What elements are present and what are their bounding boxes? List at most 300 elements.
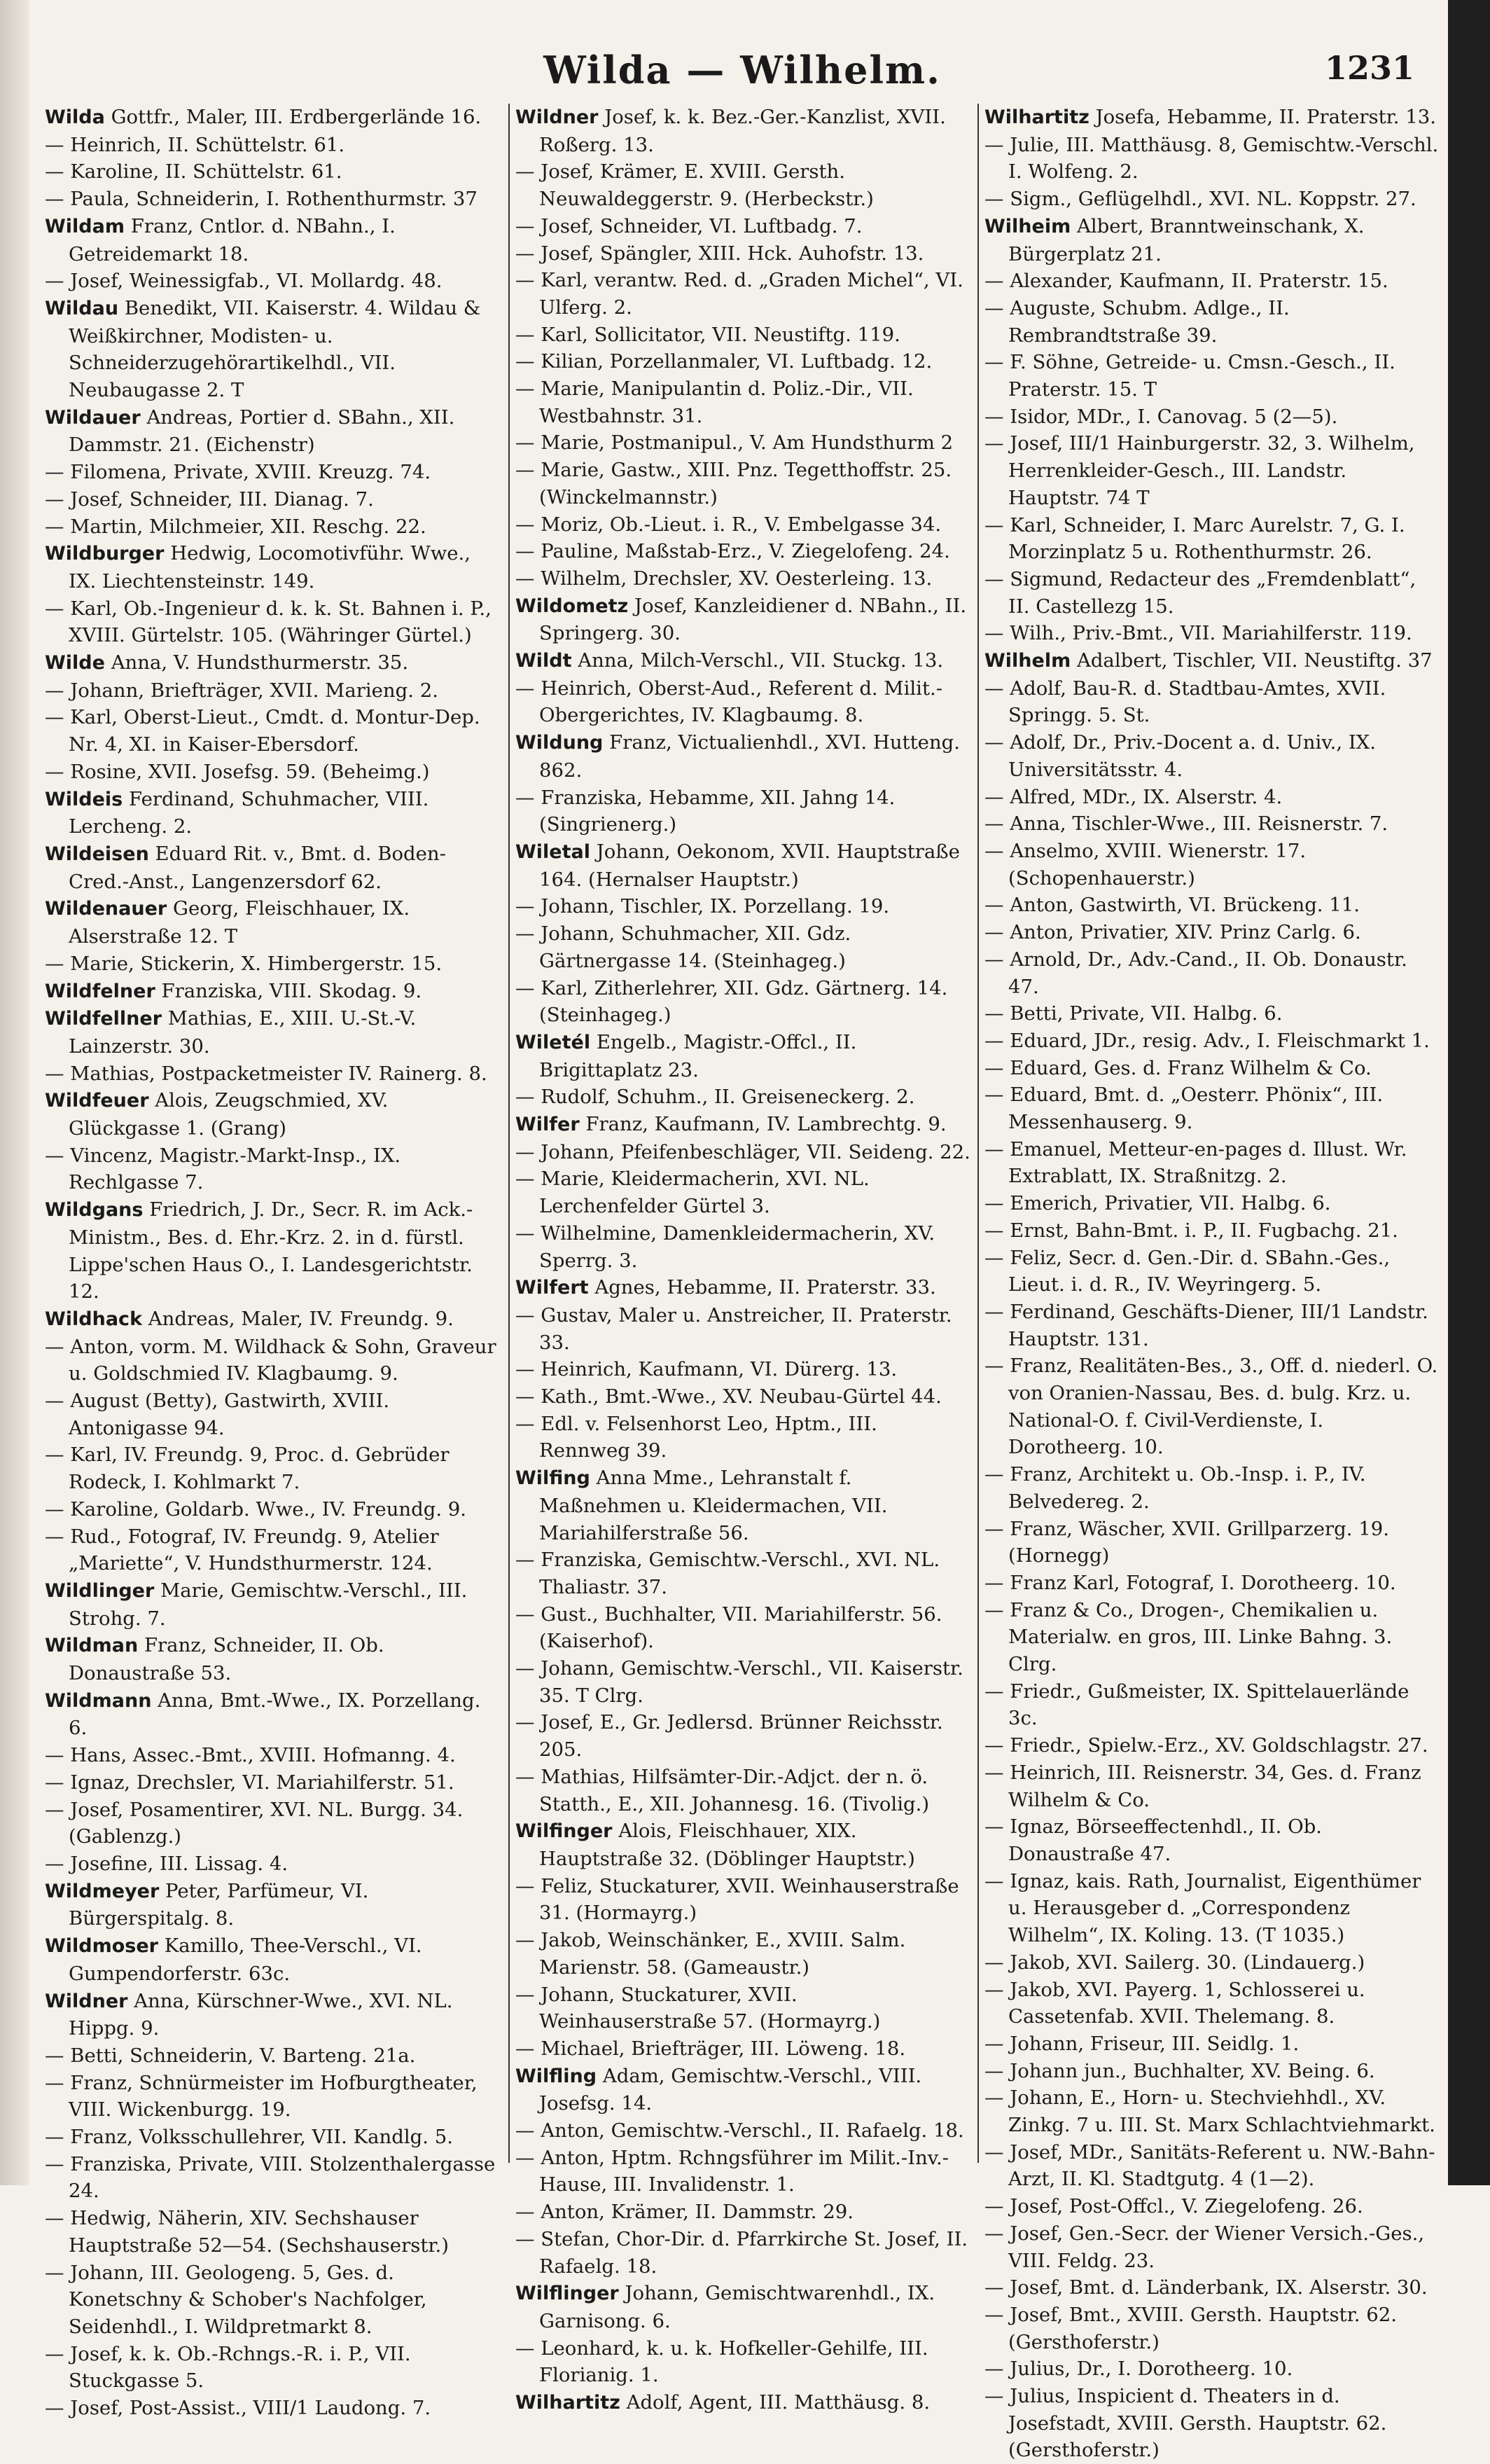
entry-details: — Alfred, MDr., IX. Alserstr. 4. bbox=[984, 785, 1283, 808]
directory-entry bbox=[984, 2383, 1441, 2464]
entry-details: — Emerich, Privatier, VII. Halbg. 6. bbox=[984, 1192, 1331, 1215]
directory-entry bbox=[45, 1387, 503, 1441]
entry-details: — Franziska, Gemischtw.-Verschl., XVI. NL. Thaliastr. 37. bbox=[515, 1549, 940, 1598]
directory-entry bbox=[45, 2205, 503, 2259]
directory-entry bbox=[984, 512, 1441, 566]
directory-entry bbox=[45, 2259, 503, 2341]
entry-details: — Rud., Fotograf, IV. Freundg. 9, Atelier „Mariette“, V. Hundsthurmerstr. 124. bbox=[45, 1525, 439, 1575]
entry-details: — Franz & Co., Drogen-, Chemikalien u. Materialw. en gros, III. Linke Bahng. 3. Clrg. bbox=[984, 1598, 1393, 1676]
directory-entry bbox=[515, 565, 972, 593]
entry-details: — Josef, Schneider, VI. Luftbadg. 7. bbox=[515, 214, 863, 237]
directory-entry bbox=[45, 158, 503, 186]
entry-surname: Wildner bbox=[515, 106, 599, 128]
directory-entry bbox=[45, 1441, 503, 1495]
entry-details: Peter, Parfümeur, VI. Bürgerspitalg. 8. bbox=[69, 1879, 369, 1930]
entry-details: — Mathias, Postpacketmeister IV. Rainerg. 8. bbox=[45, 1062, 487, 1085]
directory-entry bbox=[515, 2226, 972, 2280]
directory-entry bbox=[515, 2063, 972, 2117]
entry-details: — Josef, Schneider, III. Dianag. 7. bbox=[45, 487, 374, 511]
entry-details: — Moriz, Ob.-Lieut. i. R., V. Embelgasse 34. bbox=[515, 513, 942, 536]
entry-details: — Marie, Stickerin, X. Himbergerstr. 15. bbox=[45, 952, 443, 975]
entry-details: — Karl, IV. Freundg. 9, Proc. d. Gebrüder Rodeck, I. Kohlmarkt 7. bbox=[45, 1444, 450, 1494]
entry-details: Albert, Branntweinschank, X. Bürgerplatz 21. bbox=[1008, 214, 1365, 265]
directory-entry bbox=[984, 892, 1441, 919]
directory-entry bbox=[45, 2070, 503, 2124]
entry-surname: Wilfert bbox=[515, 1277, 589, 1299]
directory-entry bbox=[45, 540, 503, 595]
entry-details: — Hedwig, Näherin, XIV. Sechshauser Hauptstraße 52—54. (Sechshauserstr.) bbox=[45, 2207, 449, 2257]
entry-details: — Johann, Gemischtw.-Verschl., VII. Kaiserstr. 35. T Clrg. bbox=[515, 1657, 963, 1707]
entry-details: — Johann jun., Buchhalter, XV. Being. 6. bbox=[984, 2059, 1375, 2082]
entry-details: — Heinrich, Kaufmann, VI. Dürerg. 13. bbox=[515, 1358, 898, 1381]
entry-details: Engelb., Magistr.-Offcl., II. Brigittaplatz 23. bbox=[539, 1030, 857, 1081]
page-header bbox=[42, 48, 1442, 104]
directory-entry bbox=[45, 295, 503, 404]
directory-entry bbox=[984, 132, 1441, 186]
entry-details: Anna, Kürschner-Wwe., XVI. NL. Hippg. 9. bbox=[69, 1989, 453, 2040]
entry-details: — Heinrich, III. Reisnerstr. 34, Ges. d. Franz Wilhelm & Co. bbox=[984, 1761, 1421, 1811]
entry-details: Georg, Fleischhauer, IX. Alserstraße 12. T bbox=[69, 897, 410, 948]
entry-surname: Wildmoser bbox=[45, 1935, 158, 1958]
entry-details: Mathias, E., XIII. U.-St.-V. Lainzerstr. 30. bbox=[69, 1007, 417, 1058]
directory-entry bbox=[515, 457, 972, 511]
directory-entry bbox=[984, 2084, 1441, 2138]
directory-entry bbox=[984, 430, 1441, 511]
directory-entry bbox=[45, 1306, 503, 1334]
entry-details: — Edl. v. Felsenhorst Leo, Hptm., III. Rennweg 39. bbox=[515, 1412, 877, 1462]
entry-details: Friedrich, J. Dr., Secr. R. im Ack.-Ministm., Bes. d. Ehr.-Krz. 2. in d. fürstl. Lippe'schen Haus O., I. Landesgerichtstr. 12. bbox=[69, 1198, 473, 1303]
directory-entry bbox=[984, 1949, 1441, 1977]
directory-entry bbox=[515, 1411, 972, 1465]
directory-entry bbox=[515, 1084, 972, 1111]
entry-details: — Josef, k. k. Ob.-Rchngs.-R. i. P., VII. Stuckgasse 5. bbox=[45, 2342, 411, 2393]
directory-entry bbox=[515, 1873, 972, 1927]
directory-entry bbox=[515, 104, 972, 158]
entry-details: Alois, Fleischhauer, XIX. Hauptstraße 32. (Döblinger Hauptstr.) bbox=[539, 1820, 915, 1870]
directory-entry bbox=[45, 840, 503, 895]
entry-surname: Wiletal bbox=[515, 840, 590, 863]
directory-entry bbox=[984, 1190, 1441, 1217]
entry-details: — F. Söhne, Getreide- u. Cmsn.-Gesch., II. Praterstr. 15. T bbox=[984, 351, 1395, 401]
entry-details: — Josef, Gen.-Secr. der Wiener Versich.-Ges., VIII. Feldg. 23. bbox=[984, 2222, 1425, 2272]
entry-details: — Marie, Gastw., XIII. Pnz. Tegetthoffstr. 25. (Winckelmannstr.) bbox=[515, 459, 952, 508]
directory-entry bbox=[45, 132, 503, 159]
directory-entry bbox=[984, 1977, 1441, 2030]
entry-details: — Josef, Bmt. d. Länderbank, IX. Alserstr. 30. bbox=[984, 2276, 1428, 2299]
entry-details: — Kilian, Porzellanmaler, VI. Luftbadg. 12. bbox=[515, 350, 933, 373]
directory-entry bbox=[515, 1655, 972, 1709]
directory-entry bbox=[515, 429, 972, 457]
directory-entry bbox=[984, 1055, 1441, 1082]
directory-entry bbox=[45, 2042, 503, 2070]
entry-details: — Adolf, Dr., Priv.-Docent a. d. Univ., IX. Universitätsstr. 4. bbox=[984, 731, 1376, 781]
entry-details: Josef, Kanzleidiener d. NBahn., II. Springerg. 30. bbox=[539, 594, 967, 645]
entry-details: — Karl, Sollicitator, VII. Neustiftg. 119. bbox=[515, 323, 900, 346]
entry-details: — Anselmo, XVIII. Wienerstr. 17. (Schopenhauerstr.) bbox=[984, 839, 1307, 890]
directory-entry bbox=[984, 810, 1441, 838]
entry-surname: Wildometz bbox=[515, 595, 629, 617]
entry-details: — Emanuel, Metteur-en-pages d. Illust. Wr. Extrablatt, IX. Straßnitzg. 2. bbox=[984, 1137, 1407, 1188]
entry-details: — Karl, verantw. Red. d. „Graden Michel“, VI. Ulferg. 2. bbox=[515, 269, 963, 319]
entry-surname: Wilfinger bbox=[515, 1820, 613, 1843]
directory-entry bbox=[45, 213, 503, 268]
directory-entry bbox=[45, 2124, 503, 2151]
directory-entry bbox=[515, 1111, 972, 1139]
entry-surname: Wildam bbox=[45, 215, 125, 237]
directory-entry bbox=[984, 1597, 1441, 1678]
entry-surname: Wildman bbox=[45, 1635, 139, 1657]
entry-surname: Wilfling bbox=[515, 2065, 597, 2087]
directory-entry bbox=[984, 2193, 1441, 2220]
entry-details: — Anton, Gemischtw.-Verschl., II. Rafaelg. 18. bbox=[515, 2119, 964, 2143]
directory-entry bbox=[515, 2335, 972, 2389]
directory-entry bbox=[515, 240, 972, 268]
entry-details: — Marie, Kleidermacherin, XVI. NL. Lerchenfelder Gürtel 3. bbox=[515, 1168, 870, 1218]
directory-entry bbox=[984, 1027, 1441, 1055]
entry-details: — Karl, Oberst-Lieut., Cmdt. d. Montur-Dep. Nr. 4, XI. in Kaiser-Ebersdorf. bbox=[45, 706, 480, 756]
directory-entry bbox=[45, 2395, 503, 2422]
directory-entry bbox=[515, 2389, 972, 2417]
entry-details: — Eduard, Bmt. d. „Oesterr. Phönix“, III. Messenhauserg. 9. bbox=[984, 1084, 1384, 1134]
entry-details: — Feliz, Secr. d. Gen.-Dir. d. SBahn.-Ges., Lieut. i. d. R., IV. Weyringerg. 5. bbox=[984, 1246, 1391, 1296]
directory-entry bbox=[984, 213, 1441, 268]
directory-entry bbox=[515, 1029, 972, 1084]
entry-details: — Leonhard, k. u. k. Hofkeller-Gehilfe, III. Florianig. 1. bbox=[515, 2337, 928, 2387]
entry-details: Franz, Victualienhdl., XVI. Hutteng. 862. bbox=[539, 731, 960, 782]
entry-details: — Stefan, Chor-Dir. d. Pfarrkirche St. Josef, II. Rafaelg. 18. bbox=[515, 2227, 968, 2278]
entry-details: — Arnold, Dr., Adv.-Cand., II. Ob. Donaustr. 47. bbox=[984, 948, 1407, 998]
directory-entry bbox=[515, 158, 972, 212]
directory-entry bbox=[984, 2030, 1441, 2058]
entry-details: — Sigm., Geflügelhdl., XVI. NL. Koppstr. 27. bbox=[984, 188, 1416, 211]
entry-details: — Johann, Briefträger, XVII. Marieng. 2. bbox=[45, 679, 438, 702]
entry-details: Josefa, Hebamme, II. Praterstr. 13. bbox=[1095, 106, 1437, 128]
directory-entry bbox=[515, 729, 972, 784]
directory-entry bbox=[515, 1302, 972, 1356]
entry-details: — Josef, E., Gr. Jedlersd. Brünner Reichsstr. 205. bbox=[515, 1711, 943, 1762]
directory-entry bbox=[515, 375, 972, 429]
entry-details: — Kath., Bmt.-Wwe., XV. Neubau-Gürtel 44. bbox=[515, 1385, 942, 1409]
directory-entry bbox=[515, 1927, 972, 1981]
directory-entry bbox=[984, 2355, 1441, 2383]
directory-entry bbox=[515, 267, 972, 321]
entry-details: — Rudolf, Schuhm., II. Greiseneckerg. 2. bbox=[515, 1086, 915, 1109]
directory-entry bbox=[984, 295, 1441, 349]
entry-details: — Franz, Volksschullehrer, VII. Kandlg. 5. bbox=[45, 2126, 453, 2149]
entry-details: Andreas, Portier d. SBahn., XII. Dammstr. 21. (Eichenstr) bbox=[69, 406, 455, 457]
entry-details: — Josef, MDr., Sanitäts-Referent u. NW.-Bahn-Arzt, II. Kl. Stadtgutg. 4 (1—2). bbox=[984, 2140, 1435, 2191]
entry-details: Johann, Gemischtwarenhdl., IX. Garnisong. 6. bbox=[539, 2282, 935, 2332]
entry-details: — Julie, III. Matthäusg. 8, Gemischtw.-Verschl. I. Wolfeng. 2. bbox=[984, 133, 1439, 184]
directory-entry bbox=[984, 620, 1441, 647]
directory-entry bbox=[984, 675, 1441, 729]
entry-details: — Josef, Bmt., XVIII. Gersth. Hauptstr. 62. (Gersthoferstr.) bbox=[984, 2303, 1397, 2353]
entry-details: Marie, Gemischtw.-Verschl., III. Strohg. 7. bbox=[69, 1579, 468, 1630]
entry-surname: Wildeisen bbox=[45, 843, 149, 865]
directory-entry bbox=[515, 511, 972, 539]
entry-surname: Wilfer bbox=[515, 1114, 580, 1136]
page-edge-right bbox=[1448, 0, 1490, 2185]
directory-entry bbox=[515, 2280, 972, 2334]
entry-details: — Sigmund, Redacteur des „Fremdenblatt“, II. Castellezg 15. bbox=[984, 567, 1416, 618]
page-gutter-left bbox=[0, 0, 29, 2185]
directory-entry bbox=[45, 759, 503, 786]
entry-details: — Mathias, Hilfsämter-Dir.-Adjct. der n. ö. Statth., E., XII. Johannesg. 16. (Tivolig.) bbox=[515, 1765, 930, 1815]
entry-details: — Josef, Krämer, E. XVIII. Gersth. Neuwaldeggerstr. 9. (Herbeckstr.) bbox=[515, 160, 874, 211]
entry-details: — Karoline, Goldarb. Wwe., IV. Freundg. 9. bbox=[45, 1497, 467, 1521]
entry-surname: Wilheim bbox=[984, 215, 1071, 237]
directory-entry bbox=[515, 675, 972, 729]
entry-details: — Pauline, Maßstab-Erz., V. Ziegelofeng. 24. bbox=[515, 540, 950, 563]
entry-details: — Franz, Realitäten-Bes., 3., Off. d. niederl. O. von Oranien-Nassau, Bes. d. bulg. Krz. u. National-O. f. Civil-Verdienste, I. Dorotheerg. 10. bbox=[984, 1355, 1438, 1459]
entry-details: — Filomena, Private, XVIII. Kreuzg. 74. bbox=[45, 461, 431, 484]
directory-entry bbox=[984, 1245, 1441, 1299]
directory-columns bbox=[39, 104, 1447, 2462]
entry-details: Ferdinand, Schuhmacher, VIII. Lercheng. 2. bbox=[69, 787, 429, 838]
directory-entry bbox=[984, 403, 1441, 431]
entry-details: — Anton, vorm. M. Wildhack & Sohn, Graveur u. Goldschmied IV. Klagbaumg. 9. bbox=[45, 1335, 496, 1385]
entry-details: Adolf, Agent, III. Matthäusg. 8. bbox=[626, 2391, 931, 2414]
entry-details: — Josef, Post-Assist., VIII/1 Laudong. 7. bbox=[45, 2397, 431, 2420]
directory-entry bbox=[45, 1496, 503, 1523]
directory-entry bbox=[45, 595, 503, 649]
directory-entry bbox=[45, 1932, 503, 1987]
directory-column-2 bbox=[508, 104, 977, 2414]
entry-details: — Betti, Private, VII. Halbg. 6. bbox=[984, 1002, 1283, 1025]
entry-details: — Karoline, II. Schüttelstr. 61. bbox=[45, 160, 342, 184]
directory-entry bbox=[984, 784, 1441, 811]
entry-surname: Wilflinger bbox=[515, 2283, 619, 2305]
directory-entry bbox=[515, 2199, 972, 2226]
entry-details: — Ignaz, kais. Rath, Journalist, Eigenthümer u. Herausgeber d. „Correspondenz Wilhelm“, IX. Koling. 13. (T 1035.) bbox=[984, 1869, 1421, 1947]
entry-surname: Wildung bbox=[515, 732, 604, 754]
directory-entry bbox=[45, 704, 503, 758]
entry-details: — Feliz, Stuckaturer, XVII. Weinhauserstraße 31. (Hormayrg.) bbox=[515, 1874, 959, 1925]
directory-entry bbox=[515, 1165, 972, 1219]
entry-details: — Franz Karl, Fotograf, I. Dorotheerg. 10. bbox=[984, 1571, 1396, 1594]
directory-entry bbox=[515, 893, 972, 920]
entry-details: — Martin, Milchmeier, XII. Reschg. 22. bbox=[45, 515, 426, 538]
entry-details: — Julius, Dr., I. Dorotheerg. 10. bbox=[984, 2358, 1293, 2381]
directory-entry bbox=[45, 1988, 503, 2042]
entry-surname: Wilde bbox=[45, 652, 105, 674]
directory-entry bbox=[984, 1000, 1441, 1027]
directory-entry bbox=[984, 566, 1441, 620]
directory-entry bbox=[984, 1299, 1441, 1352]
entry-details: — Franz, Schnürmeister im Hofburgtheater, VIII. Wickenburgg. 19. bbox=[45, 2071, 478, 2122]
entry-surname: Wildt bbox=[515, 650, 572, 672]
directory-entry bbox=[515, 1274, 972, 1302]
entry-details: — Johann, Pfeifenbeschläger, VII. Seideng. 22. bbox=[515, 1140, 970, 1163]
directory-entry bbox=[984, 2139, 1441, 2193]
entry-details: — Josef, Posamentirer, XVI. NL. Burgg. 34. (Gablenzg.) bbox=[45, 1798, 464, 1848]
entry-surname: Wilhartitz bbox=[984, 106, 1089, 128]
directory-entry bbox=[45, 1005, 503, 1060]
directory-entry bbox=[984, 2058, 1441, 2085]
entry-surname: Wildauer bbox=[45, 406, 141, 429]
entry-details: — Paula, Schneiderin, I. Rothenthurmstr. 37 bbox=[45, 188, 478, 211]
entry-details: — Rosine, XVII. Josefsg. 59. (Beheimg.) bbox=[45, 760, 430, 783]
directory-entry bbox=[984, 1732, 1441, 1759]
entry-details: — Friedr., Spielw.-Erz., XV. Goldschlagstr. 27. bbox=[984, 1734, 1428, 1757]
directory-entry bbox=[45, 786, 503, 840]
entry-surname: Wildfeuer bbox=[45, 1090, 149, 1112]
directory-entry bbox=[984, 946, 1441, 1000]
entry-details: — Anton, Krämer, II. Dammstr. 29. bbox=[515, 2201, 854, 2224]
entry-details: — Ignaz, Börseeffectenhdl., II. Ob. Donaustraße 47. bbox=[984, 1815, 1323, 1865]
directory-entry bbox=[515, 2117, 972, 2145]
directory-entry bbox=[984, 1352, 1441, 1461]
directory-entry bbox=[984, 104, 1441, 132]
directory-entry bbox=[984, 1759, 1441, 1813]
directory-entry bbox=[45, 459, 503, 486]
entry-details: — Josef, III/1 Hainburgerstr. 32, 3. Wilhelm, Herrenkleider-Gesch., III. Landstr. Hauptstr. 74 T bbox=[984, 432, 1415, 509]
directory-entry bbox=[515, 1981, 972, 2035]
directory-entry bbox=[45, 895, 503, 950]
entry-surname: Wildmeyer bbox=[45, 1880, 160, 1902]
entry-details: Franziska, VIII. Skodag. 9. bbox=[161, 979, 422, 1002]
directory-entry bbox=[984, 1461, 1441, 1515]
entry-details: — Marie, Manipulantin d. Poliz.-Dir., VII. Westbahnstr. 31. bbox=[515, 378, 914, 427]
directory-entry bbox=[984, 1136, 1441, 1190]
entry-surname: Wildgans bbox=[45, 1199, 144, 1221]
directory-column-1 bbox=[39, 104, 508, 2420]
directory-entry bbox=[45, 1850, 503, 1878]
directory-entry bbox=[45, 1523, 503, 1577]
directory-entry bbox=[515, 784, 972, 838]
directory-entry bbox=[515, 538, 972, 565]
entry-details: — Josef, Spängler, XIII. Hck. Auhofstr. 13. bbox=[515, 242, 924, 265]
directory-entry bbox=[984, 2220, 1441, 2274]
entry-surname: Wildfellner bbox=[45, 1008, 162, 1030]
entry-details: Benedikt, VII. Kaiserstr. 4. Wildau & Weißkirchner, Modisten- u. Schneiderzugehörartikelhdl., VII. Neubaugasse 2. T bbox=[69, 296, 481, 402]
entry-details: — Anton, Hptm. Rchngsführer im Milit.-Inv.-Hause, III. Invalidenstr. 1. bbox=[515, 2146, 949, 2196]
directory-entry bbox=[45, 1878, 503, 1932]
entry-details: — Isidor, MDr., I. Canovag. 5 (2—5). bbox=[984, 405, 1338, 428]
entry-details: — Gust., Buchhalter, VII. Mariahilferstr. 56. (Kaiserhof). bbox=[515, 1603, 942, 1653]
page-number: 1231 bbox=[1324, 49, 1414, 87]
directory-entry bbox=[515, 647, 972, 675]
directory-entry bbox=[45, 1742, 503, 1769]
entry-details: — Michael, Briefträger, III. Löweng. 18. bbox=[515, 2037, 906, 2060]
entry-details: — Franz, Wäscher, XVII. Grillparzerg. 19. (Hornegg) bbox=[984, 1517, 1389, 1567]
entry-details: — Jakob, XVI. Payerg. 1, Schlosserei u. Cassetenfab. XVII. Thelemang. 8. bbox=[984, 1978, 1365, 2028]
entry-details: — Josef, Post-Offcl., V. Ziegelofeng. 26. bbox=[984, 2195, 1363, 2218]
directory-entry bbox=[515, 1818, 972, 1872]
directory-entry bbox=[45, 1577, 503, 1632]
entry-details: Anna, Milch-Verschl., VII. Stuckg. 13. bbox=[578, 649, 944, 672]
directory-entry bbox=[45, 1334, 503, 1387]
directory-entry bbox=[45, 1769, 503, 1797]
entry-surname: Wildburger bbox=[45, 543, 165, 565]
directory-entry bbox=[515, 1465, 972, 1546]
entry-details: — Josef, Weinessigfab., VI. Mollardg. 48. bbox=[45, 270, 443, 293]
entry-details: — Betti, Schneiderin, V. Barteng. 21a. bbox=[45, 2044, 416, 2067]
directory-entry bbox=[984, 349, 1441, 403]
directory-entry bbox=[45, 1797, 503, 1850]
entry-details: — Wilhelm, Drechsler, XV. Oesterleing. 13. bbox=[515, 567, 933, 590]
entry-details: — Johann, Schuhmacher, XII. Gdz. Gärtnergasse 14. (Steinhageg.) bbox=[515, 922, 851, 972]
entry-details: Agnes, Hebamme, II. Praterstr. 33. bbox=[594, 1276, 936, 1299]
entry-details: — Franz, Architekt u. Ob.-Insp. i. P., IV. Belvedereg. 2. bbox=[984, 1463, 1366, 1513]
entry-details: Josef, k. k. Bez.-Ger.-Kanzlist, XVII. Roßerg. 13. bbox=[539, 106, 946, 156]
entry-surname: Wilda bbox=[45, 106, 105, 128]
directory-entry bbox=[515, 593, 972, 647]
entry-details: — Franziska, Private, VIII. Stolzenthalergasse 24. bbox=[45, 2152, 496, 2203]
entry-details: — Johann, III. Geologeng. 5, Ges. d. Konetschny & Schober's Nachfolger, Seidenhdl., I. Wildpretmarkt 8. bbox=[45, 2261, 427, 2338]
entry-surname: Wildhack bbox=[45, 1308, 143, 1330]
directory-entry bbox=[515, 1764, 972, 1818]
entry-details: — Johann, Stuckaturer, XVII. Weinhauserstraße 57. (Hormayrg.) bbox=[515, 1983, 881, 2033]
entry-details: — Alexander, Kaufmann, II. Praterstr. 15. bbox=[984, 270, 1388, 293]
directory-entry bbox=[45, 486, 503, 513]
entry-details: — Ignaz, Drechsler, VI. Mariahilferstr. 51. bbox=[45, 1771, 454, 1794]
directory-entry bbox=[984, 2302, 1441, 2355]
entry-details: — Johann, E., Horn- u. Stechviehhdl., XV. Zinkg. 7 u. III. St. Marx Schlachtviehmarkt. bbox=[984, 2086, 1435, 2137]
entry-details: — Anton, Privatier, XIV. Prinz Carlg. 6. bbox=[984, 921, 1361, 944]
entry-details: — August (Betty), Gastwirth, XVIII. Antonigasse 94. bbox=[45, 1390, 390, 1439]
directory-entry bbox=[984, 1570, 1441, 1597]
entry-details: Alois, Zeugschmied, XV. Glückgasse 1. (Grang) bbox=[69, 1089, 389, 1140]
entry-details: Anna Mme., Lehranstalt f. Maßnehmen u. Kleidermachen, VII. Mariahilferstraße 56. bbox=[539, 1467, 888, 1544]
directory-entry bbox=[515, 1220, 972, 1274]
directory-entry bbox=[984, 1081, 1441, 1135]
entry-details: Anna, V. Hundsthurmerstr. 35. bbox=[111, 651, 409, 674]
directory-entry bbox=[984, 1868, 1441, 1949]
entry-details: Kamillo, Thee-Verschl., VI. Gumpendorferstr. 63c. bbox=[69, 1934, 422, 1985]
directory-entry bbox=[45, 104, 503, 132]
entry-surname: Wilhartitz bbox=[515, 2392, 620, 2414]
directory-entry bbox=[45, 1632, 503, 1687]
directory-entry bbox=[515, 1546, 972, 1600]
entry-surname: Wilhelm bbox=[984, 650, 1071, 672]
entry-details: — Julius, Inspicient d. Theaters in d. Josefstadt, XVIII. Gersth. Hauptstr. 62. (Gersthoferstr.) bbox=[984, 2385, 1387, 2462]
directory-entry bbox=[984, 1516, 1441, 1570]
directory-column-3 bbox=[977, 104, 1447, 2462]
directory-entry bbox=[984, 919, 1441, 946]
directory-entry bbox=[45, 2341, 503, 2395]
directory-entry bbox=[45, 1087, 503, 1142]
directory-entry bbox=[515, 2145, 972, 2199]
directory-entry bbox=[45, 404, 503, 459]
entry-surname: Wiletél bbox=[515, 1031, 591, 1053]
directory-entry bbox=[45, 1060, 503, 1088]
directory-entry bbox=[515, 348, 972, 375]
directory-entry bbox=[515, 1383, 972, 1411]
directory-entry bbox=[984, 729, 1441, 783]
entry-details: — Ernst, Bahn-Bmt. i. P., II. Fugbachg. 21. bbox=[984, 1219, 1398, 1242]
entry-details: Eduard Rit. v., Bmt. d. Boden-Cred.-Anst., Langenzersdorf 62. bbox=[69, 842, 446, 893]
entry-details: Hedwig, Locomotivführ. Wwe., IX. Liechtensteinstr. 149. bbox=[69, 542, 471, 593]
entry-details: Franz, Schneider, II. Ob. Donaustraße 53. bbox=[69, 1634, 384, 1685]
entry-surname: Wildenauer bbox=[45, 898, 167, 920]
entry-details: — Heinrich, II. Schüttelstr. 61. bbox=[45, 133, 345, 156]
directory-entry bbox=[515, 975, 972, 1029]
directory-entry bbox=[515, 1139, 972, 1166]
directory-entry bbox=[45, 677, 503, 705]
directory-entry bbox=[45, 268, 503, 295]
page-title: Wilda — Wilhelm. bbox=[543, 48, 941, 92]
directory-entry bbox=[45, 649, 503, 677]
directory-entry bbox=[45, 950, 503, 978]
entry-details: Franz, Cntlor. d. NBahn., I. Getreidemarkt 18. bbox=[69, 214, 396, 265]
entry-details: — Jakob, XVI. Sailerg. 30. (Lindauerg.) bbox=[984, 1951, 1365, 1974]
directory-entry bbox=[984, 186, 1441, 213]
directory-entry bbox=[984, 268, 1441, 295]
directory-entry bbox=[984, 1678, 1441, 1732]
entry-details: — Anna, Tischler-Wwe., III. Reisnerstr. 7. bbox=[984, 812, 1388, 836]
directory-entry bbox=[45, 1196, 503, 1306]
